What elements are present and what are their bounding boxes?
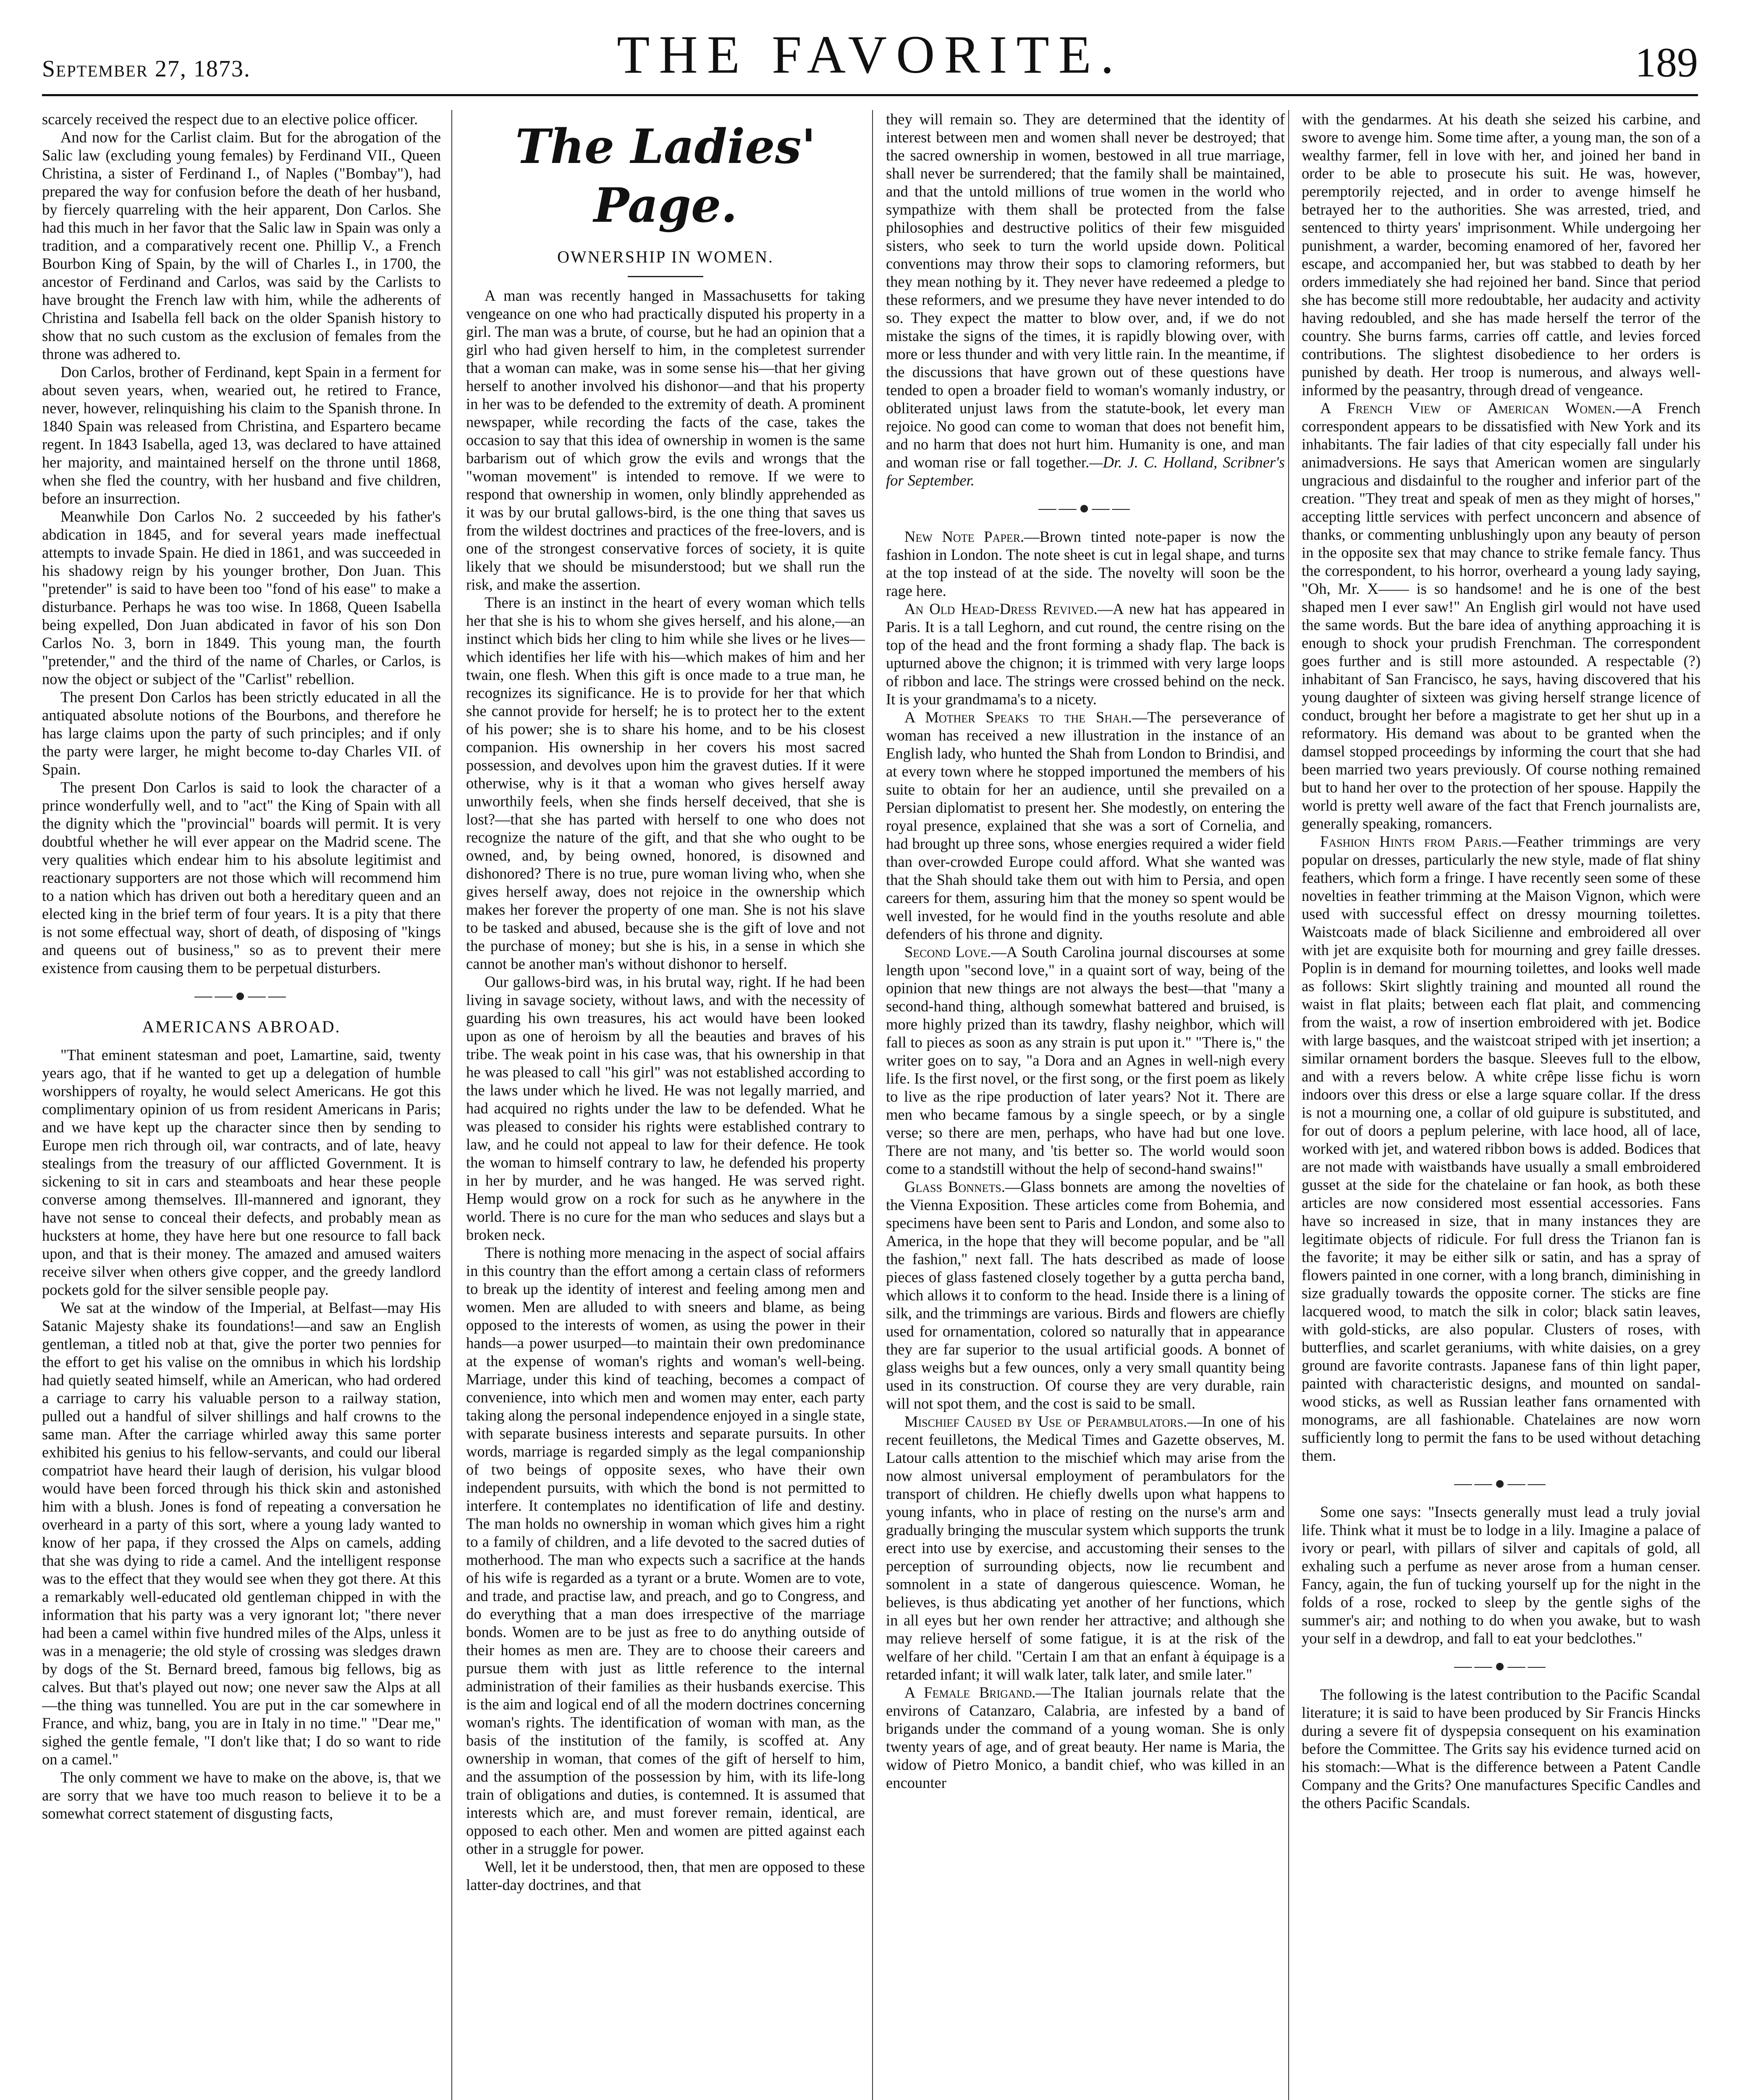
news-item <box>886 600 1285 708</box>
item-text: —Glass bonnets are among the novelties of the Vienna Exposition. These articles come from Bohemia, and specimens have been sent to Paris and London, and some also to America, in the hope that they will become popular, and be "all the fashion," next fall. The hats described as made of loose pieces of glass fastened closely together by a gutta percha band, which allows it to conform to the head. Inside there is a lining of silk, and the trimmings are various. Birds and flowers are chiefly used for ornamentation, colored so naturally that in appearance they are far superior to the usual artificial goods. A bonnet of glass weighs but a few ounces, only a very small quantity being used in its construction. Of course they are very durable, rain will not spot them, and the cost is said to be small. <box>886 1178 1285 1412</box>
item-lead: Second Love. <box>904 943 991 961</box>
news-item <box>886 708 1285 943</box>
column-rule <box>451 110 452 2100</box>
article-paragraph: "That eminent statesman and poet, Lamartine, said, twenty years ago, that if he wanted to get up a delegation of humble worshippers of royalty, he would select Americans. He got this complimentary opinion of us from resident Americans in Paris; and we have kept up the character since then by sending to Europe men rich through oil, war contracts, and of late, heavy stealings from the treasury of our afflicted Government. It is sickening to sit in cars and steamboats and hear these people converse among themselves. Ill-mannered and ignorant, they have not sense to conceal their defects, and probably mean as hucksters at home, they have here but one resource to fall back upon, and that is their money. The amazed and amused waiters receive silver when others give copper, and the greedy landlord pockets gold for the silver sensible people pay. <box>42 1046 441 1298</box>
item-text: —Brown tinted note-paper is now the fashion in London. The note sheet is cut in legal shape, and turns at the top instead of at the side. The novelty will soon be the rage here. <box>886 528 1285 599</box>
article-heading: OWNERSHIP IN WOMEN. <box>557 247 774 266</box>
short-divider <box>628 276 703 277</box>
article-paragraph: Don Carlos, brother of Ferdinand, kept Spain in a ferment for about seven years, when, wearied out, he retired to France, never, however, relinquishing his claim to the Spanish throne. In 1840 Spain was released from Christina, and Espartero became regent. In 1843 Isabella, aged 13, was declared to have attained her majority, and maintained herself on the throne until 1868, when she fled the country, with her husband and five children, before an insurrection. <box>42 363 441 507</box>
column-3 <box>886 110 1285 2100</box>
item-lead: A French View of American Women. <box>1320 399 1616 417</box>
ornament-divider: ——●—— <box>1038 499 1132 518</box>
article-paragraph: There is an instinct in the heart of every woman which tells her that she is his to whom she gives herself, and his alone,—an instinct which bids her cling to him while she lives or he lives—which identifies her life with his—which makes of him and her twain, one flesh. When this gift is once made to a true man, he recognizes its significance. He is to provide for her that which she cannot provide for herself; he is to protect her to the extent of his power; she is to share his home, and to be his closest companion. His ownership in her covers his most sacred possession, and devolves upon him the gravest duties. If it were otherwise, why is it that a woman who gives herself away unworthily feels, when she finds herself deceived, that she is lost?—that she has parted with herself to one who does not recognize the nature of the gift, and that she who ought to be owned, and, by being owned, honored, is disowned and dishonored? There is no true, pure woman living who, when she gives herself away, does not rejoice in the ownership which makes her forever the property of one man. She is not his slave to be tasked and abused, because she is the gift of love and not the purchase of money; but she is his, in a sense in which she cannot be another man's without dishonor to herself. <box>466 594 865 972</box>
article-paragraph: The following is the latest contribution to the Pacific Scandal literature; it is said to have been produced by Sir Francis Hincks during a severe fit of dyspepsia consequent on his examination before the Committee. The Grits say his evidence turned acid on his stomach:—What is the difference between a Patent Candle Company and the Grits? One manufactures Specific Candles and the others Pacific Scandals. <box>1302 1686 1701 1811</box>
paragraph-text: they will remain so. They are determined that the identity of interest between men and women shall never be destroyed; that the sacred ownership in women, bestowed in all true marriage, shall never be surrendered; that the family shall be maintained, and that the untold millions of true women in the world who sympathize with them shall be protected from the false philosophies and destructive politics of their few misguided sisters, who seek to turn the world upside down. Political conventions may throw their sops to clamoring reformers, but they mean nothing by it. They never have redeemed a pledge to these reformers, and we presume they have never intended to do so. They expect the matter to blow over, and, if we do not mistake the signs of the times, it is rapidly blowing over, with more or less thunder and with very little rain. In the meantime, if the discussions that have grown out of these questions have tended to open a broader field to woman's womanly industry, or obliterated unjust laws from the statute-book, let every man rejoice. No good can come to woman that does not benefit him, and no harm that does not hurt him. Humanity is one, and man and woman rise or fall together. <box>886 110 1285 471</box>
item-lead: Glass Bonnets. <box>904 1178 1005 1195</box>
article-paragraph: Some one says: "Insects generally must lead a truly jovial life. Think what it must be to lodge in a lily. Imagine a palace of ivory or pearl, with pillars of silver and capitals of gold, all exhaling such a perfume as never arose from a human censer. Fancy, again, the fun of tucking yourself up for the night in the folds of a rose, rocked to sleep by the gentle sighs of the summer's air; and nothing to do when you awake, but to wash your self in a dewdrop, and fall to eat your bedclothes." <box>1302 1503 1701 1647</box>
article-paragraph: The only comment we have to make on the above, is, that we are sorry that we have too much reason to believe it to be a somewhat correct statement of disgusting facts, <box>42 1769 441 1822</box>
article-paragraph: And now for the Carlist claim. But for the abrogation of the Salic law (excluding young females) by Ferdinand VII., Queen Christina, a sister of Ferdinand I., of Naples ("Bombay"), had prepared the way for confusion before the death of her husband, by fiercely quarreling with the heir apparent, Don Carlos. She had this much in her favor that the Salic law in Spain was only a tradition, and a comparatively recent one. Phillip V., a French Bourbon King of Spain, by the will of Charles I., in 1700, the ancestor of Ferdinand and Carlos, was said by the Carlists to have brought the French law with him, while the adherents of Christina and Isabella fell back on the older Spanish history to show that no such custom as the exclusion of females from the throne was adhered to. <box>42 129 441 362</box>
ornament-divider: ——●—— <box>1454 1474 1548 1493</box>
item-lead: Fashion Hints from Paris. <box>1320 833 1502 850</box>
article-paragraph: A man was recently hanged in Massachusetts for taking vengeance on one who had practically disputed his property in a girl. The man was a brute, of course, but he had an opinion that a girl who had given herself to him, in the completest surrender that a woman can make, was in some sense his—that her giving herself to another involved his dishonor—and that his property in her was to be defended to the extremity of death. A prominent newspaper, while recording the facts of the case, takes the occasion to say that this idea of ownership in women is the same barbarism out of which grow the evils and wrongs that the "woman movement" is intended to remove. If we were to respond that ownership in women, only blindly apprehended as it was by our brutal gallows-bird, is the one thing that saves us from the wildest doctrines and practices of the free-lovers, and is one of the strongest conservative forces of society, it is quite likely that we should be misunderstood; but we shall run the risk, and make the assertion. <box>466 287 865 593</box>
news-item <box>886 943 1285 1178</box>
column-4 <box>1302 110 1701 2100</box>
article-paragraph: The present Don Carlos has been strictly educated in all the antiquated absolute notions of the Bourbons, and therefore he has large claims upon the party of such principles; and if only the party were larger, he might become to-day Charles VII. of Spain. <box>42 688 441 778</box>
news-item <box>886 1178 1285 1412</box>
article-paragraph: scarcely received the respect due to an elective police officer. <box>42 110 418 128</box>
ornament-divider: ——●—— <box>194 986 288 1005</box>
article-paragraph: There is nothing more menacing in the aspect of social affairs in this country than the effort among a certain class of reformers to break up the identity of interest and feeling among men and women. Men are alluded to with sneers and blame, as being opposed to the interests of women, as using the power in their hands—a power usurped—to maintain their own predominance at the expense of woman's rights and woman's well-being. Marriage, under this kind of teaching, becomes a compact of convenience, into which men and women may enter, each party taking along the personal independence enjoyed in a single state, with separate business interests and separate pursuits. In other words, marriage is regarded simply as the legal companionship of two beings of opposite sexes, who have their own independent pursuits, with which the bond is not permitted to interfere. It contemplates no identification of life and destiny. The man holds no ownership in woman which gives him a right to a family of children, and a life devoted to the sacred duties of motherhood. The man who expects such a sacrifice at the hands of his wife is regarded as a tyrant or a brute. Women are to vote, and trade, and practise law, and preach, and go to Congress, and do everything that a man does irrespective of the marriage bonds. Women are to be just as free to do anything outside of their homes as men are. They are to choose their careers and pursue them with just as little reference to the internal administration of their families as their husbands exercise. This is the aim and logical end of all the modern doctrines concerning woman's rights. The identification of woman with man, as the basis of the institution of the family, is scoffed at. Any ownership in woman, that comes of the gift of herself to him, and the assumption of the possession by him, with its life-long train of obligations and duties, is contemned. It is assumed that interests which are, and must forever remain, identical, are opposed to each other. Men and women are pitted against each other in a struggle for power. <box>466 1244 865 1857</box>
page-header <box>42 20 1698 96</box>
item-text: —The Italian journals relate that the environs of Catanzaro, Calabria, are infested by a band of brigands under the command of a young woman. She is only twenty years of age, and of great beauty. Her name is Maria, the widow of Pietro Monico, a bandit chief, who was killed in an encounter <box>886 1684 1285 1791</box>
item-text: —A French correspondent appears to be dissatisfied with New York and its inhabitants. The fair ladies of that city especially fall under his animadversions. He says that American women are singularly ungracious and disdainful to the rougher and inferior part of the creation. "They treat and speak of men as they might of horses," accepting little services with perfect unconcern and absence of thanks, or commenting unblushingly upon any beauty of person in the opposite sex that may chance to strike female fancy. Thus the correspondent, to his horror, overheard a young lady saying, "Oh, Mr. X—— is so handsome! and he is one of the best shaped men I ever saw!" An English girl would not have used the same words. But the bare idea of anything approaching it is enough to shock your prudish Frenchman. The correspondent goes further and is still more astounded. A respectable (?) inhabitant of San Francisco, he says, having discovered that his young daughter of sixteen was giving herself strange licence of conduct, brought her before a magistrate to get her shut up in a reformatory. His demand was about to be granted when the damsel stopped proceedings by informing the court that she had been married two years previously. Of course nothing remained but to hand her over to the protection of her spouse. Happily the world is pretty well aware of the fact that French journalists are, generally speaking, romancers. <box>1302 399 1701 832</box>
item-lead: Mischief Caused by Use of Perambulators. <box>904 1413 1187 1430</box>
column-1 <box>42 110 441 2100</box>
item-lead: An Old Head-Dress Revived. <box>904 600 1098 617</box>
item-text: —In one of his recent feuilletons, the Medical Times and Gazette observes, M. Latour calls attention to the mischief which may arise from the now almost universal employment of perambulators for the transport of children. He chiefly dwells upon what happens to young infants, who in place of resting on the nurse's arm and gradually bringing the muscular system which supports the trunk erect into use by exercise, and accustoming their senses to the perception of surrounding objects, now lie recumbent and somnolent in a state of dangerous quiescence. Woman, he believes, is thus abdicating yet another of her functions, which in all eyes but her own render her attractive; and although she may relieve herself of some fatigue, it is at the risk of the welfare of her child. "Certain I am that an enfant à équipage is a retarded infant; it will walk later, talk later, and smile later." <box>886 1413 1285 1683</box>
item-text: —A South Carolina journal discourses at some length upon "second love," in a quaint sort of way, being of the opinion that new things are not always the best—that "many a second-hand thing, although somewhat battered and bruised, is more highly prized than its tawdry, flashy neighbor, which will fall to pieces as soon as any strain is put upon it." "There is," the writer goes on to say, "a Dora and an Agnes in well-nigh every life. Is the first novel, or the first song, or the first poem as likely to live as the ripe production of later years? Not it. There are men who became famous by a single speech, or by a single verse; so there are men, perhaps, who have had but one love. There are not many, and 'tis better so. The world would soon come to a standstill without the help of second-hand swains!" <box>886 943 1285 1177</box>
item-lead: A Mother Speaks to the Shah. <box>904 709 1132 726</box>
article-paragraph: Meanwhile Don Carlos No. 2 succeeded by his father's abdication in 1845, and for several years made ineffectual attempts to invade Spain. He died in 1861, and was succeeded in his shadowy reign by his younger brother, Don Juan. This "pretender" is said to have been too "fond of his ease" to make a disturbance. Perhaps he was too wise. In 1868, Queen Isabella being expelled, Don Juan abdicated in favor of his son Don Carlos No. 3, born in 1849. This young man, the fourth "pretender," and the third of the name of Charles, or Carlos, is now the object or subject of the "Carlist" rebellion. <box>42 508 441 688</box>
item-text: —A new hat has appeared in Paris. It is a tall Leghorn, and cut round, the centre rising on the top of the head and the front forming a shady flap. The back is upturned above the chignon; it is trimmed with very large loops of ribbon and lace. The strings were crossed behind on the neck. It is your grandmama's to a nicety. <box>886 600 1285 708</box>
page-number: 189 <box>1635 39 1698 86</box>
article-heading: AMERICANS ABROAD. <box>142 1017 341 1036</box>
section-masthead: The Ladies' Page. <box>515 119 816 233</box>
publication-title: THE FAVORITE. <box>617 25 1123 84</box>
news-item <box>886 1683 1285 1792</box>
item-text: —The perseverance of woman has received a new illustration in the instance of an English lady, who hunted the Shah from London to Brindisi, and at every town where he stopped importuned the members of his suite to obtain for her an audience, until she prevailed on a Persian diplomatist to present her. She modestly, on entering the royal presence, explained that she was a sort of Cornelia, and had brought up three sons, whose energies required a wider field than over-crowded Europe could afford. What she wanted was that the Shah should take them out with him to Persia, and open careers for them, assuring him that the money so spent would be well invested, for he would find in the youths resolute and able defenders of his throne and dignity. <box>886 709 1285 942</box>
article-credit: —Dr. J. C. Holland, Scribner's for September. <box>886 454 1285 489</box>
issue-date: September 27, 1873. <box>42 56 251 82</box>
article-paragraph: Our gallows-bird was, in his brutal way, right. If he had been living in savage society, without laws, and with the necessity of guarding his own treasures, his act would have been looked upon as one of heroism by all the beauties and braves of his tribe. The weak point in his case was, that his ownership in that he was pleased to call "his girl" was not established according to the laws under which he lived. He was not legally married, and had acquired no rights under the law to be defended. What he was pleased to consider his rights were established contrary to law, and he could not appeal to law for their defence. He took the woman to himself contrary to law, he defended his property in her by murder, and he was hanged. He was served right. Hemp would grow on a rock for such as he anywhere in the world. There is no cure for the man who seduces and slays but a broken neck. <box>466 973 865 1243</box>
column-rule <box>872 110 873 2100</box>
column-rule <box>1288 110 1289 2100</box>
item-lead: A Female Brigand. <box>904 1684 1036 1701</box>
item-text: —Feather trimmings are very popular on dresses, particularly the new style, made of flat shiny feathers, which form a fringe. I have recently seen some of these novelties in feather trimming at the Maison Vignon, which were used with successful effect on dressy mourning toilettes. Waistcoats made of black Sicilienne and embroidered all over with jet are exquisite both for mourning and grey faille dresses. Poplin is in demand for mourning toilettes, and looks well made as follows: Skirt slightly training and mounted all round the waist in flat plaits; between each flat plait, and commencing from the waist, a row of insertion embroidered with jet. Bodice with large basques, and the waistcoat striped with jet insertion; a similar ornament borders the basque. Sleeves full to the elbow, and with a revers below. A white crêpe lisse fichu is worn indoors over this dress or else a large square collar. If the dress is not a mourning one, a collar of old guipure is substituted, and for out of doors a peplum pelerine, with lace hood, all of lace, worked with jet, and watered ribbon bows is added. Bodices that are not made with waistbands have usually a small embroidered gusset at the side for the chatelaine or fan hook, as both these articles are now considered most essential accessories. Fans have so increased in size, that in many instances they are legitimate objects of ridicule. For full dress the Trianon fan is the favorite; it may be either silk or satin, and has a spray of flowers painted in one corner, with a long branch, diminishing in size gradually towards the opposite corner. The sticks are fine lacquered wood, to match the silk in color; black satin leaves, with gold-sticks, are also popular. Clusters of roses, with butterflies, and scarlet geraniums, with white daisies, on a grey ground are favorite contrasts. Japanese fans of thin light paper, painted with characteristic designs, and mounted on sandal-wood sticks, as well as Russian leather fans ornamented with monograms, are all fashionable. Chatelaines are now worn sufficiently long to permit the fans to be used without detaching them. <box>1302 833 1701 1464</box>
item-lead: New Note Paper. <box>904 528 1025 545</box>
article-paragraph: The present Don Carlos is said to look the character of a prince wonderfully well, and to "act" the King of Spain with all the dignity which the "provincial" boards will permit. It is very doubtful whether he will ever appear on the Madrid scene. The very qualities which endear him to his absolute legitimist and reactionary supporters are not those which will recommend him to a nation which has driven out both a hereditary queen and an elected king in the brief term of four years. It is a pity that there is not some effectual way, short of death, of disposing of "kings and queens out of business," so as to prevent their mere existence from causing them to be perpetual disturbers. <box>42 779 441 976</box>
article-paragraph: with the gendarmes. At his death she seized his carbine, and swore to avenge him. Some time after, a young man, the son of a wealthy farmer, fell in love with her, and joined her band in order to be able to prosecute his suit. He was, however, peremptorily rejected, and in order to avenge himself he betrayed her to the authorities. She was arrested, tried, and sentenced to thirty years' imprisonment. While undergoing her punishment, a warder, becoming enamored of her, favored her escape, and accompanied her, but was stabbed to death by her orders immediately she had rejoined her band. Since that period she has become still more redoubtable, her audacity and activity having redoubled, and she has made herself the terror of the country. She burns farms, carries off cattle, and levies forced contributions. The slightest disobedience to her orders is punished by death. Her troop is numerous, and always well-informed by the peasantry, through dread of vengeance. <box>1302 110 1701 399</box>
article-paragraph <box>886 110 1285 489</box>
article-paragraph: Well, let it be understood, then, that men are opposed to these latter-day doctrines, and that <box>466 1858 865 1893</box>
news-item <box>1302 832 1701 1465</box>
news-item <box>886 528 1285 600</box>
article-paragraph: We sat at the window of the Imperial, at Belfast—may His Satanic Majesty shake its foundations!—and saw an English gentleman, a titled nob at that, give the porter two pennies for the effort to get his valise on the omnibus in which his lordship had quietly seated himself, while an American, who had ordered a carriage to carry his valuable person to a railway station, pulled out a handful of silver shillings and half crowns to the same man. After the carriage whirled away this same porter exhibited his genius to his fellow-servants, and could our liberal compatriot have heard their laugh of derision, his vulgar blood would have been forced through his thick skin and astonished him with a blush. Jones is fond of repeating a conversation he overheard in a party of this sort, where a young lady wanted to know of her papa, if they crossed the Alps on camels, adding that she was dying to ride a camel. And the intelligent response was to the effect that they would see when they got there. At this a remarkably well-educated old gentleman chipped in with the information that his party was a very ignorant lot; "there never had been a camel within five hundred miles of the Alps, unless it was in a menagerie; the old style of crossing was sledges drawn by dogs of the St. Bernard breed, famous big fellows, big as calves. But that's played out now; one never saw the Alps at all—the thing was tunnelled. You are put in the car somewhere in France, and whiz, bang, you are in Italy in no time." "Dear me," sighed the gentle female, "I don't like that; I do so want to ride on a camel." <box>42 1299 441 1768</box>
ornament-divider: ——●—— <box>1454 1656 1548 1676</box>
news-item <box>886 1412 1285 1683</box>
news-item <box>1302 399 1701 832</box>
column-2 <box>466 110 865 2100</box>
